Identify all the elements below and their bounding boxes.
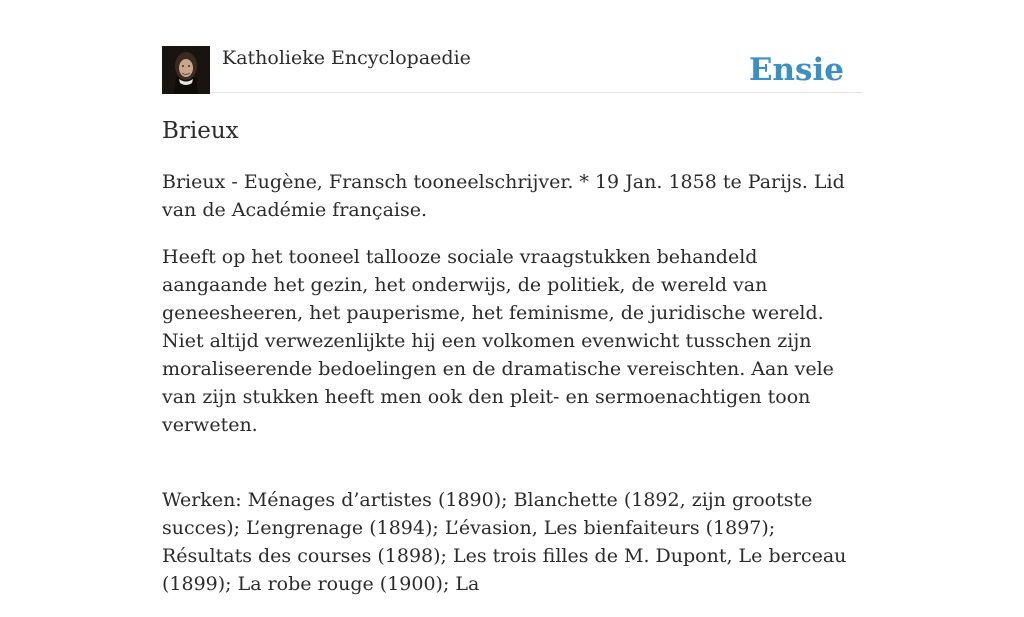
article-paragraph-body: Heeft op het tooneel tallooze sociale vraagstukken behandeld aangaande het gezin, het onderwijs, de politiek, de wereld van geneesheeren, het pauperisme, het feminisme, de juridische wereld. Niet altijd verwezenlijkte hij een volkomen evenwicht tusschen zijn moraliseerende bedoelingen en de dramatische vereischten. Aan vele van zijn stukken heeft men ook den pleit- en sermoenachtigen toon verweten. xyxy=(162,246,834,436)
page-container xyxy=(162,0,862,595)
page-title: Brieux xyxy=(162,118,239,144)
paragraph-spacer xyxy=(162,458,862,486)
header xyxy=(162,0,862,93)
avatar[interactable] xyxy=(162,46,210,94)
brand-logo[interactable]: Ensie xyxy=(748,52,844,88)
article-content xyxy=(162,168,862,617)
source-title[interactable]: Katholieke Encyclopaedie xyxy=(222,47,471,69)
portrait-avatar-icon xyxy=(162,46,210,94)
article-paragraph-works: Werken: Ménages d’artistes (1890); Blanchette (1892, zijn grootste succes); L’engrenage (1894); L’évasion, Les bienfaiteurs (1897); Résultats des courses (1898); Les trois filles de M. Dupont, Le berceau (1899); La robe rouge (1900); La xyxy=(162,489,847,595)
article-paragraph-intro: Brieux - Eugène, Fransch tooneelschrijver. * 19 Jan. 1858 te Parijs. Lid van de Académie française. xyxy=(162,171,845,221)
